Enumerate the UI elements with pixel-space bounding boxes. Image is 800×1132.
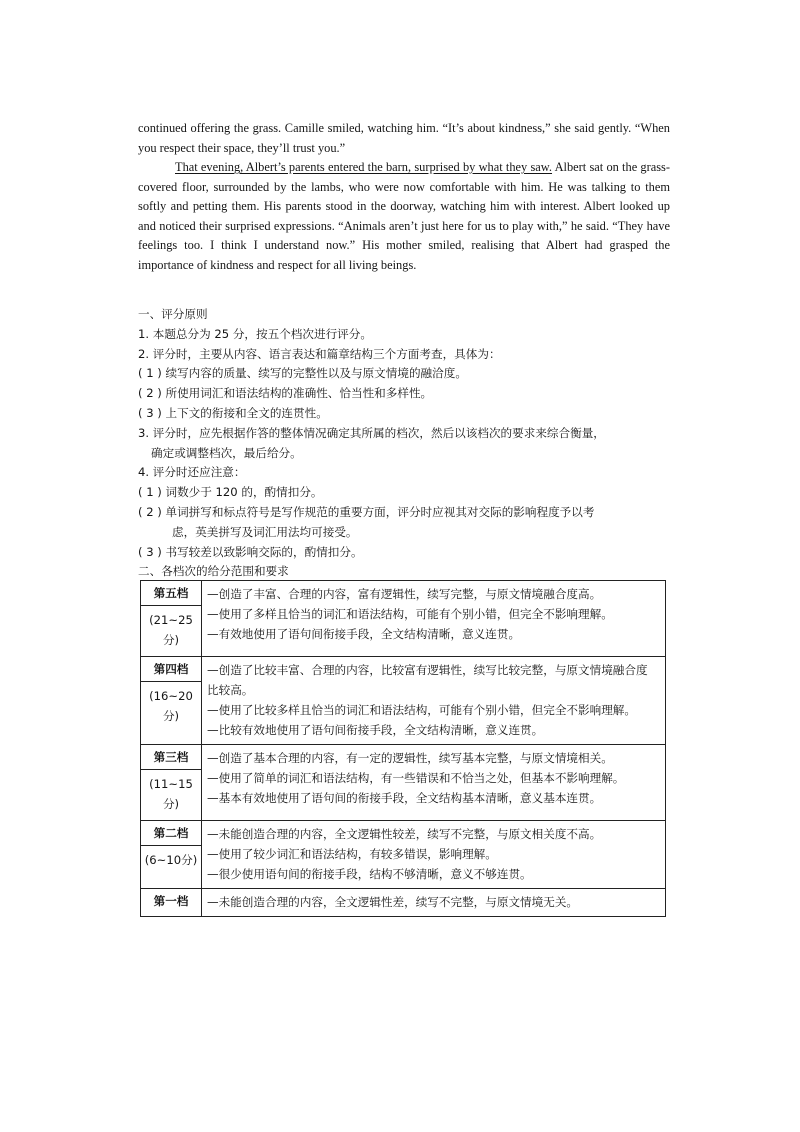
story-paragraph-2-rest: Albert sat on the grass-covered floor, surrounded by the lambs, who were now comfortable with him. He was talking to them softly and petting them. His parents stood in the doorway, watching him with interest. Albert looked up and noticed their surprised expressions. “Animals aren’t just here for us to play with,” he said. “They have feelings too. I think I understand now.” His mother smiled, realising that Albert had grasped the importance of kindness and respect for all living beings. [138,160,671,272]
level-description [202,581,666,657]
rule-subitem: ( 3 ) 上下文的衔接和全文的连贯性。 [138,405,328,420]
criterion-content: —创造了基本合理的内容，有一定的逻辑性，续写基本完整，与原文情境相关。 [207,751,613,765]
level-description [202,745,666,821]
criterion-structure: —有效地使用了语句间衔接手段，全文结构清晰，意义连贯。 [207,627,521,641]
criterion-language: —使用了多样且恰当的词汇和语法结构，可能有个别小错，但完全不影响理解。 [207,607,613,621]
level-cell [141,745,202,821]
criterion-language: —使用了简单的词汇和语法结构，有一些错误和不恰当之处，但基本不影响理解。 [207,771,625,785]
level-description [202,657,666,745]
level-name: 第四档 [141,657,201,682]
level-cell [141,657,202,745]
rule-item: 1. 本题总分为 25 分，按五个档次进行评分。 [138,326,372,341]
level-row-4 [141,657,666,745]
rule-subitem-continuation: 虑，英美拼写及词汇用法均可接受。 [172,524,358,539]
level-cell [141,821,202,889]
level-description [202,821,666,889]
level-description [202,889,666,917]
level-row-5 [141,581,666,657]
level-cell [141,889,202,917]
rule-subitem: ( 1 ) 续写内容的质量、续写的完整性以及与原文情境的融洽度。 [138,366,467,381]
level-range: (16~20分) [149,689,193,723]
criterion-content: —创造了比较丰富、合理的内容，比较富有逻辑性，续写比较完整，与原文情境融合度比较高。 [207,663,648,697]
criterion-structure: —比较有效地使用了语句间衔接手段，全文结构清晰，意义连贯。 [207,723,544,737]
level-name: 第二档 [141,821,201,846]
rule-item: 2. 评分时，主要从内容、语言表达和篇章结构三个方面考查，具体为： [138,346,501,361]
sample-story [138,119,670,275]
story-paragraph-2 [138,158,670,275]
rule-subitem: ( 3 ) 书写较差以致影响交际的，酌情扣分。 [138,544,363,559]
scoring-principles [138,305,678,582]
rule-subitem: ( 2 ) 所使用词汇和语法结构的准确性、恰当性和多样性。 [138,386,433,401]
level-row-1 [141,889,666,917]
rule-subitem: ( 2 ) 单词拼写和标点符号是写作规范的重要方面，评分时应视其对交际的影响程度予以考 [138,504,595,519]
level-name: 第一档 [153,894,189,908]
level-range: (11~15分) [149,777,193,811]
criterion-language: —使用了比较多样且恰当的词汇和语法结构，可能有个别小错，但完全不影响理解。 [207,703,636,717]
criterion-content: —未能创造合理的内容，全文逻辑性较差，续写不完整，与原文相关度不高。 [207,827,602,841]
level-range: (6~10分) [144,853,198,867]
level-cell [141,581,202,657]
level-name: 第三档 [141,745,201,770]
rule-item: 4. 评分时还应注意： [138,465,246,480]
criterion-content: —创造了丰富、合理的内容，富有逻辑性，续写完整，与原文情境融合度高。 [207,587,602,601]
section-heading-principles: 一、评分原则 [138,307,208,321]
rule-item: 3. 评分时，应先根据作答的整体情况确定其所属的档次，然后以该档次的要求来综合衡量， [138,425,605,440]
criterion-content: —未能创造合理的内容，全文逻辑性差，续写不完整，与原文情境无关。 [207,895,579,909]
story-paragraph-1: continued offering the grass. Camille smiled, watching him. “It’s about kindness,” she said gently. “When you respect their space, they’ll trust you.” [138,121,670,155]
criterion-structure: —基本有效地使用了语句间的衔接手段，全文结构基本清晰，意义基本连贯。 [207,791,602,805]
criterion-structure: —很少使用语句间的衔接手段，结构不够清晰，意义不够连贯。 [207,867,532,881]
rule-subitem: ( 1 ) 词数少于 120 的，酌情扣分。 [138,485,323,500]
story-underlined-sentence: That evening, Albert’s parents entered the barn, surprised by what they saw. [175,160,553,174]
level-range: (21~25分) [149,613,193,647]
level-row-3 [141,745,666,821]
level-row-2 [141,821,666,889]
rule-item-continuation: 确定或调整档次，最后给分。 [151,445,302,460]
section-heading-levels: 二、各档次的给分范围和要求 [138,564,289,579]
grading-levels-table [140,580,666,917]
criterion-language: —使用了较少词汇和语法结构，有较多错误，影响理解。 [207,847,497,861]
level-name: 第五档 [141,581,201,606]
